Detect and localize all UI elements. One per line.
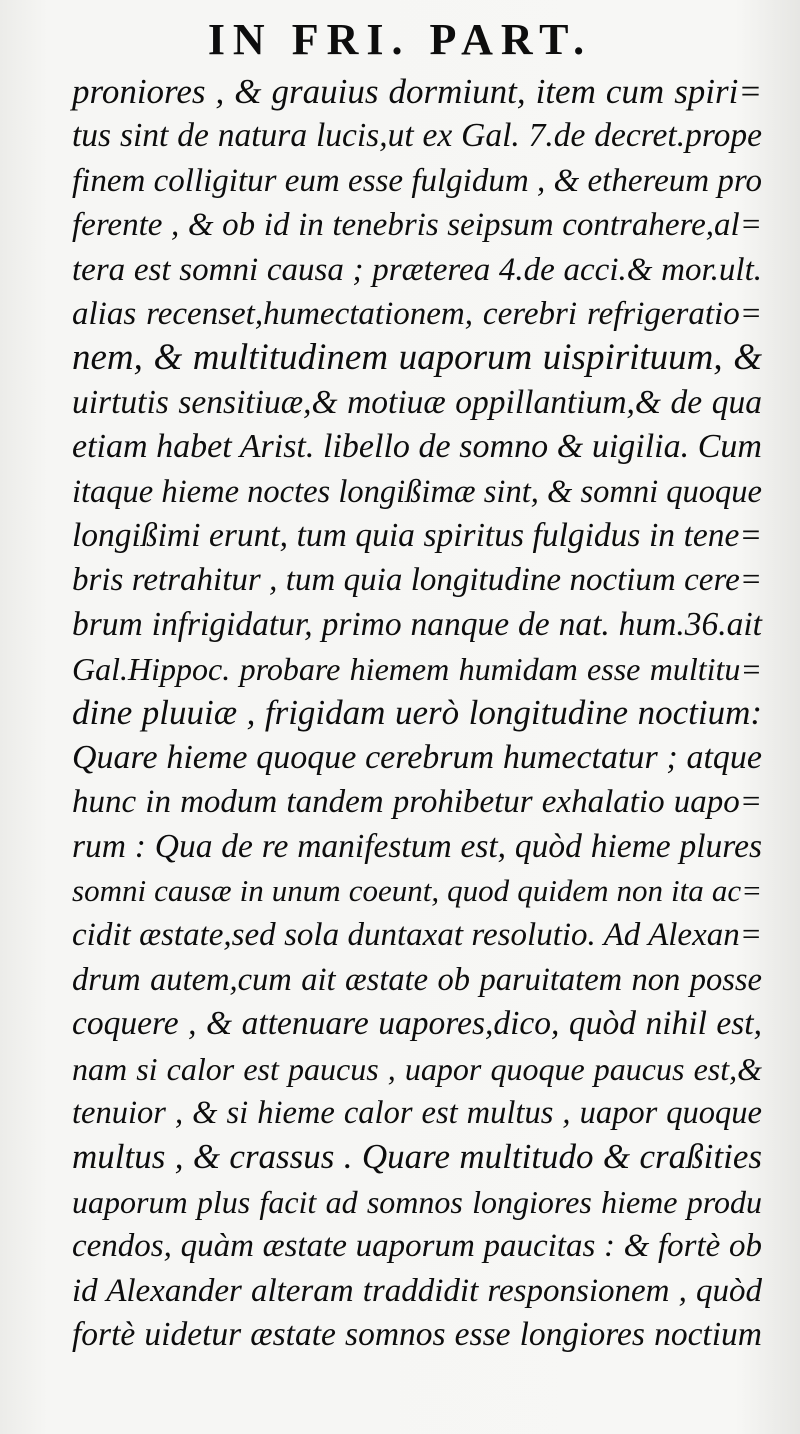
text-line: rum : Qua de re manifestum est, quòd hieme plures <box>72 827 762 865</box>
text-line: bris retrahitur , tum quia longitudine noctium cere= <box>72 562 762 599</box>
text-line: tus sint de natura lucis,ut ex Gal. 7.de decret.prope <box>72 117 762 155</box>
text-line: coquere , & attenuare uapores,dico, quòd nihil est, <box>72 1005 762 1043</box>
text-line: Gal.Hippoc. probare hiemem humidam esse multitu= <box>72 651 762 688</box>
text-line: uirtutis sensitiuæ,& motiuæ oppillantium,& de qua <box>72 383 762 421</box>
text-line: dine pluuiæ , frigidam uerò longitudine noctium: <box>72 693 762 733</box>
text-line: multus , & crassus . Quare multitudo & craßities <box>72 1137 762 1177</box>
body-text <box>72 70 762 1357</box>
text-line: longißimi erunt, tum quia spiritus fulgidus in tene= <box>72 516 762 554</box>
text-line: tera est somni causa ; præterea 4.de acci.& mor.ult. <box>72 251 762 288</box>
text-line: proniores , & grauius dormiunt, item cum spiri= <box>72 72 762 111</box>
text-line: nem, & multitudinem uaporum uispirituum, & <box>72 337 762 379</box>
text-line: finem colligitur eum esse fulgidum , & ethereum pro <box>72 162 762 199</box>
text-line: etiam habet Arist. libello de somno & uigilia. Cum <box>72 428 762 466</box>
text-line: nam si calor est paucus , uapor quoque paucus est,& <box>72 1050 762 1087</box>
text-line: fortè uidetur æstate somnos esse longiores noctium <box>72 1315 762 1353</box>
running-head: IN FRI. PART. <box>207 15 593 64</box>
text-line: cidit æstate,sed sola duntaxat resolutio. Ad Alexan= <box>72 917 762 954</box>
text-line: Quare hieme quoque cerebrum humectatur ; atque <box>72 738 762 776</box>
text-line: id Alexander alteram traddidit responsionem , quòd <box>72 1272 762 1309</box>
text-line: drum autem,cum ait æstate ob paruitatem non posse <box>72 961 762 998</box>
text-line: uaporum plus facit ad somnos longiores hieme produ <box>72 1183 762 1220</box>
text-line: hunc in modum tandem prohibetur exhalatio uapo= <box>72 784 762 821</box>
text-line: somni causæ in unum coeunt, quod quidem non ita ac= <box>72 873 762 909</box>
text-line: ferente , & ob id in tenebris seipsum contrahere,al= <box>72 207 762 244</box>
text-line: brum infrigidatur, primo nanque de nat. hum.36.ait <box>72 605 762 643</box>
text-line: itaque hieme noctes longißimæ sint, & somni quoque <box>72 473 762 510</box>
text-line: tenuior , & si hieme calor est multus , uapor quoque <box>72 1094 762 1131</box>
text-line: alias recenset,humectationem, cerebri refrigeratio= <box>72 295 762 332</box>
text-line: cendos, quàm æstate uaporum paucitas : & fortè ob <box>72 1228 762 1265</box>
